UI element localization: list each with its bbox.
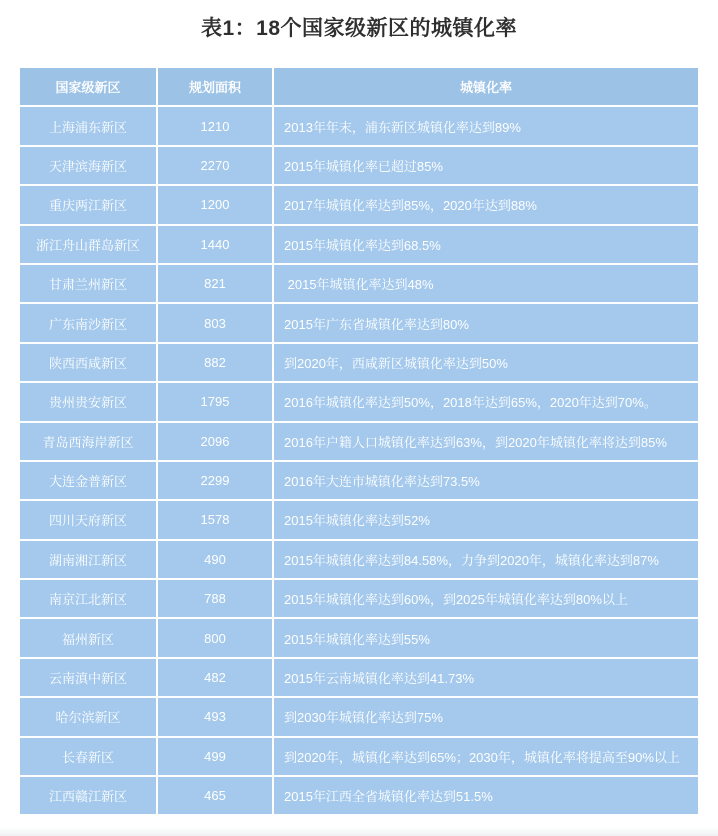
cell-name: 广东南沙新区 — [20, 304, 156, 341]
cell-planned-area: 2270 — [158, 147, 272, 184]
cell-urbanization-rate: 2015年城镇化率达到52% — [274, 501, 698, 538]
cell-name: 福州新区 — [20, 619, 156, 656]
cell-urbanization-rate: 2015年城镇化率已超过85% — [274, 147, 698, 184]
cell-urbanization-rate: 2016年大连市城镇化率达到73.5% — [274, 462, 698, 499]
table-header — [20, 68, 698, 105]
table-row — [20, 659, 698, 696]
cell-name: 南京江北新区 — [20, 580, 156, 617]
cell-name: 大连金普新区 — [20, 462, 156, 499]
cell-name: 四川天府新区 — [20, 501, 156, 538]
table-row — [20, 423, 698, 460]
cell-name: 天津滨海新区 — [20, 147, 156, 184]
cell-name: 重庆两江新区 — [20, 186, 156, 223]
cell-urbanization-rate: 2016年户籍人口城镇化率达到63%，到2020年城镇化率将达到85% — [274, 423, 698, 460]
cell-name: 上海浦东新区 — [20, 107, 156, 144]
cell-planned-area: 1440 — [158, 226, 272, 263]
cell-planned-area: 800 — [158, 619, 272, 656]
cell-name: 云南滇中新区 — [20, 659, 156, 696]
cell-planned-area: 482 — [158, 659, 272, 696]
cell-urbanization-rate: 2016年城镇化率达到50%，2018年达到65%，2020年达到70%。 — [274, 383, 698, 420]
table-row — [20, 738, 698, 775]
cell-name: 哈尔滨新区 — [20, 698, 156, 735]
cell-planned-area: 1200 — [158, 186, 272, 223]
cell-planned-area: 2096 — [158, 423, 272, 460]
cell-planned-area: 821 — [158, 265, 272, 302]
cell-planned-area: 882 — [158, 344, 272, 381]
table-row — [20, 580, 698, 617]
table-row — [20, 304, 698, 341]
cell-name: 浙江舟山群岛新区 — [20, 226, 156, 263]
page-title: 表1：18个国家级新区的城镇化率 — [200, 17, 518, 40]
cell-urbanization-rate: 2017年城镇化率达到85%，2020年达到88% — [274, 186, 698, 223]
table-row — [20, 698, 698, 735]
cell-urbanization-rate: 2015年城镇化率达到84.58%，力争到2020年，城镇化率达到87% — [274, 541, 698, 578]
cell-name: 贵州贵安新区 — [20, 383, 156, 420]
cell-name: 长春新区 — [20, 738, 156, 775]
table-row — [20, 462, 698, 499]
cell-urbanization-rate: 到2030年城镇化率达到75% — [274, 698, 698, 735]
cell-planned-area: 803 — [158, 304, 272, 341]
cell-planned-area: 788 — [158, 580, 272, 617]
table-row — [20, 541, 698, 578]
cell-urbanization-rate: 2013年年末，浦东新区城镇化率达到89% — [274, 107, 698, 144]
cell-name: 江西赣江新区 — [20, 777, 156, 814]
cell-urbanization-rate: 到2020年，城镇化率达到65%；2030年，城镇化率将提高至90%以上 — [274, 738, 698, 775]
table-row — [20, 265, 698, 302]
table-row — [20, 383, 698, 420]
cell-name: 陕西西咸新区 — [20, 344, 156, 381]
table-row — [20, 226, 698, 263]
cell-name: 青岛西海岸新区 — [20, 423, 156, 460]
cell-urbanization-rate: 2015年云南城镇化率达到41.73% — [274, 659, 698, 696]
cell-planned-area: 1795 — [158, 383, 272, 420]
table-row — [20, 344, 698, 381]
cell-urbanization-rate: 2015年城镇化率达到68.5% — [274, 226, 698, 263]
cell-planned-area: 493 — [158, 698, 272, 735]
table-row — [20, 107, 698, 144]
cell-urbanization-rate: 2015年城镇化率达到60%，到2025年城镇化率达到80%以上 — [274, 580, 698, 617]
cell-planned-area: 2299 — [158, 462, 272, 499]
table-header-row — [20, 68, 698, 105]
table-body — [20, 107, 698, 814]
cell-urbanization-rate: 2015年城镇化率达到48% — [274, 265, 698, 302]
cell-name: 甘肃兰州新区 — [20, 265, 156, 302]
footer-strip — [0, 827, 718, 836]
table-row — [20, 186, 698, 223]
cell-urbanization-rate: 到2020年，西咸新区城镇化率达到50% — [274, 344, 698, 381]
urbanization-rate-table — [18, 66, 700, 816]
cell-urbanization-rate: 2015年广东省城镇化率达到80% — [274, 304, 698, 341]
cell-name: 湖南湘江新区 — [20, 541, 156, 578]
table-row — [20, 147, 698, 184]
column-header-name: 国家级新区 — [20, 68, 156, 105]
cell-planned-area: 465 — [158, 777, 272, 814]
cell-urbanization-rate: 2015年江西全省城镇化率达到51.5% — [274, 777, 698, 814]
column-header-planned-area: 规划面积 — [158, 68, 272, 105]
table-row — [20, 619, 698, 656]
cell-urbanization-rate: 2015年城镇化率达到55% — [274, 619, 698, 656]
table-row — [20, 501, 698, 538]
cell-planned-area: 1578 — [158, 501, 272, 538]
cell-planned-area: 490 — [158, 541, 272, 578]
column-header-urbanization-rate: 城镇化率 — [274, 68, 698, 105]
table-row — [20, 777, 698, 814]
cell-planned-area: 1210 — [158, 107, 272, 144]
cell-planned-area: 499 — [158, 738, 272, 775]
